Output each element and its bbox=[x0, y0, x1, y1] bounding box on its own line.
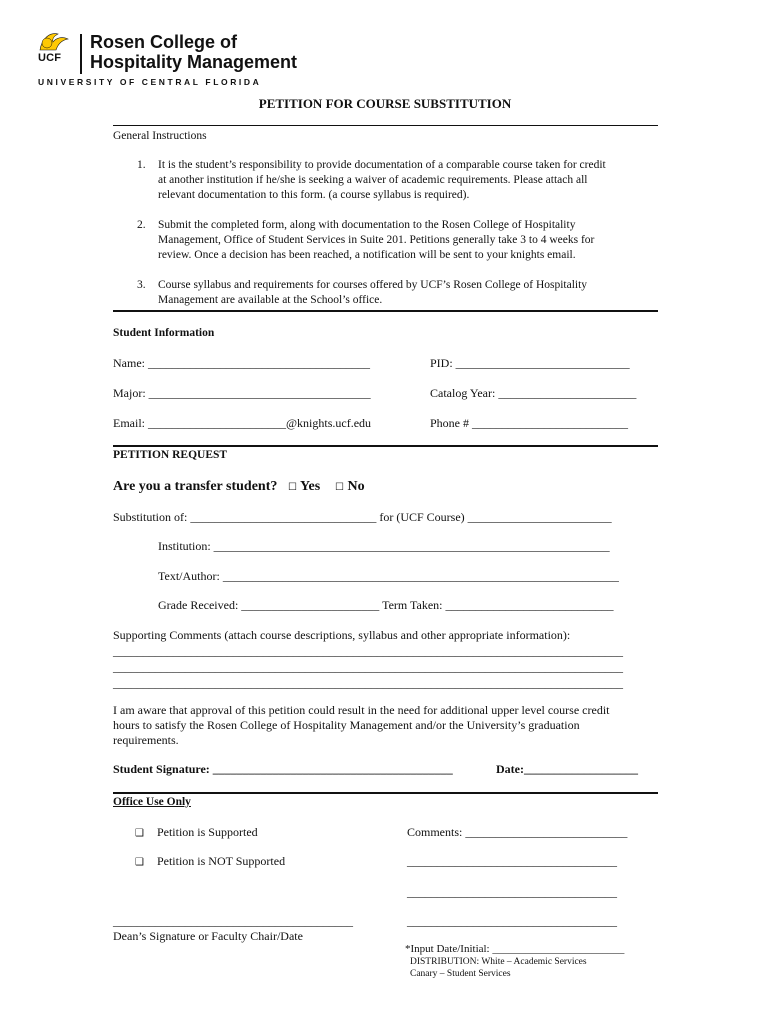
university-name: UNIVERSITY OF CENTRAL FLORIDA bbox=[38, 77, 262, 87]
college-name-line1: Rosen College of bbox=[90, 32, 238, 52]
instruction-3-number: 3. bbox=[137, 279, 146, 291]
section-rule bbox=[113, 310, 658, 312]
name-field[interactable]: Name: _____________________________________ bbox=[113, 356, 370, 370]
supported-checkbox-icon[interactable]: ❑ bbox=[135, 828, 144, 839]
office-comments-field[interactable]: Comments: ___________________________ bbox=[407, 825, 628, 839]
transfer-question: Are you a transfer student? bbox=[113, 479, 278, 494]
catalog-year-field[interactable]: Catalog Year: _______________________ bbox=[430, 386, 637, 400]
substitution-field[interactable]: Substitution of: _______________________________ for (UCF Course) ________________________ bbox=[113, 510, 612, 524]
supporting-comments-line-3[interactable]: _____________________________________________________________________________________ bbox=[113, 676, 623, 690]
title-rule bbox=[113, 125, 658, 126]
office-comment-line-2[interactable]: ___________________________________ bbox=[407, 885, 617, 899]
college-name bbox=[90, 32, 297, 72]
distribution-line-2: Canary – Student Services bbox=[410, 969, 511, 979]
instruction-2-line1: Submit the completed form, along with documentation to the Rosen College of Hospitality bbox=[158, 219, 576, 231]
pegasus-logo-icon bbox=[36, 30, 76, 52]
supported-label: Petition is Supported bbox=[156, 825, 258, 839]
office-use-heading: Office Use Only bbox=[113, 796, 191, 808]
instruction-1-line2: at another institution if he/she is seeking a waiver of academic requirements. Please attach all bbox=[158, 174, 588, 186]
office-rule bbox=[113, 792, 658, 794]
header bbox=[36, 30, 366, 92]
supporting-comments-line-1[interactable]: _____________________________________________________________________________________ bbox=[113, 644, 623, 658]
awareness-line-3: requirements. bbox=[113, 733, 179, 747]
instruction-3-line2: Management are available at the School’s office. bbox=[158, 294, 383, 306]
instruction-2-number: 2. bbox=[137, 219, 146, 231]
not-supported-label: Petition is NOT Supported bbox=[156, 854, 286, 868]
header-divider bbox=[80, 34, 82, 74]
yes-label: Yes bbox=[299, 479, 321, 494]
no-checkbox-icon[interactable]: ☐ bbox=[335, 482, 344, 493]
petition-not-supported-option[interactable] bbox=[135, 854, 285, 869]
transfer-yes-option[interactable] bbox=[288, 479, 320, 495]
supporting-comments-line-2[interactable]: _____________________________________________________________________________________ bbox=[113, 660, 623, 674]
instructions-heading: General Instructions bbox=[113, 130, 207, 142]
instruction-2-line2: Management, Office of Student Services in Suite 201. Petitions generally take 3 to 4 weeks for bbox=[158, 234, 595, 246]
text-author-field[interactable]: Text/Author: __________________________________________________________________ bbox=[158, 569, 619, 583]
instruction-1-line1: It is the student’s responsibility to provide documentation of a comparable course taken for credit bbox=[158, 159, 606, 171]
grade-term-field[interactable]: Grade Received: _______________________ Term Taken: ____________________________ bbox=[158, 598, 614, 612]
email-field[interactable]: Email: _______________________@knights.ucf.edu bbox=[113, 416, 372, 430]
dean-signature-line[interactable]: ________________________________________ bbox=[113, 914, 353, 928]
no-label: No bbox=[347, 479, 365, 494]
instruction-3-line1: Course syllabus and requirements for courses offered by UCF’s Rosen College of Hospitality bbox=[158, 279, 588, 291]
supporting-comments-label: Supporting Comments (attach course descriptions, syllabus and other appropriate information): bbox=[113, 628, 571, 642]
institution-field[interactable]: Institution: __________________________________________________________________ bbox=[158, 539, 610, 553]
office-comment-line-3[interactable]: ___________________________________ bbox=[407, 914, 617, 928]
office-comment-line-1[interactable]: ___________________________________ bbox=[407, 854, 617, 868]
college-name-line2: Hospitality Management bbox=[90, 52, 298, 72]
student-signature-field[interactable]: Student Signature: ________________________________________ bbox=[113, 762, 453, 776]
date-field[interactable]: Date:___________________ bbox=[496, 762, 638, 776]
instruction-1-number: 1. bbox=[137, 159, 146, 171]
awareness-line-2: hours to satisfy the Rosen College of Hospitality Management and/or the University’s graduation bbox=[113, 718, 580, 732]
transfer-no-option[interactable] bbox=[335, 479, 365, 495]
phone-field[interactable]: Phone # __________________________ bbox=[430, 416, 628, 430]
instruction-1-line3: relevant documentation to this form. (a course syllabus is required). bbox=[158, 189, 470, 201]
input-date-initial-field[interactable]: *Input Date/Initial: ________________________ bbox=[405, 943, 625, 955]
distribution-line-1: DISTRIBUTION: White – Academic Services bbox=[410, 957, 587, 967]
not-supported-checkbox-icon[interactable]: ❑ bbox=[135, 857, 144, 868]
instruction-2-line3: review. Once a decision has been reached, a notification will be sent to your knights email. bbox=[158, 249, 576, 261]
pid-field[interactable]: PID: _____________________________ bbox=[430, 356, 630, 370]
yes-checkbox-icon[interactable]: ☐ bbox=[288, 482, 297, 493]
petition-supported-option[interactable] bbox=[135, 825, 258, 840]
awareness-line-1: I am aware that approval of this petition could result in the need for additional upper level course credit bbox=[113, 703, 610, 717]
student-info-heading: Student Information bbox=[113, 327, 215, 339]
major-field[interactable]: Major: _____________________________________ bbox=[113, 386, 371, 400]
ucf-logo-text: UCF bbox=[38, 52, 62, 64]
dean-signature-label: Dean’s Signature or Faculty Chair/Date bbox=[113, 929, 303, 943]
petition-heading: PETITION REQUEST bbox=[113, 449, 228, 461]
page-title: PETITION FOR COURSE SUBSTITUTION bbox=[258, 96, 512, 111]
petition-rule bbox=[113, 445, 658, 447]
